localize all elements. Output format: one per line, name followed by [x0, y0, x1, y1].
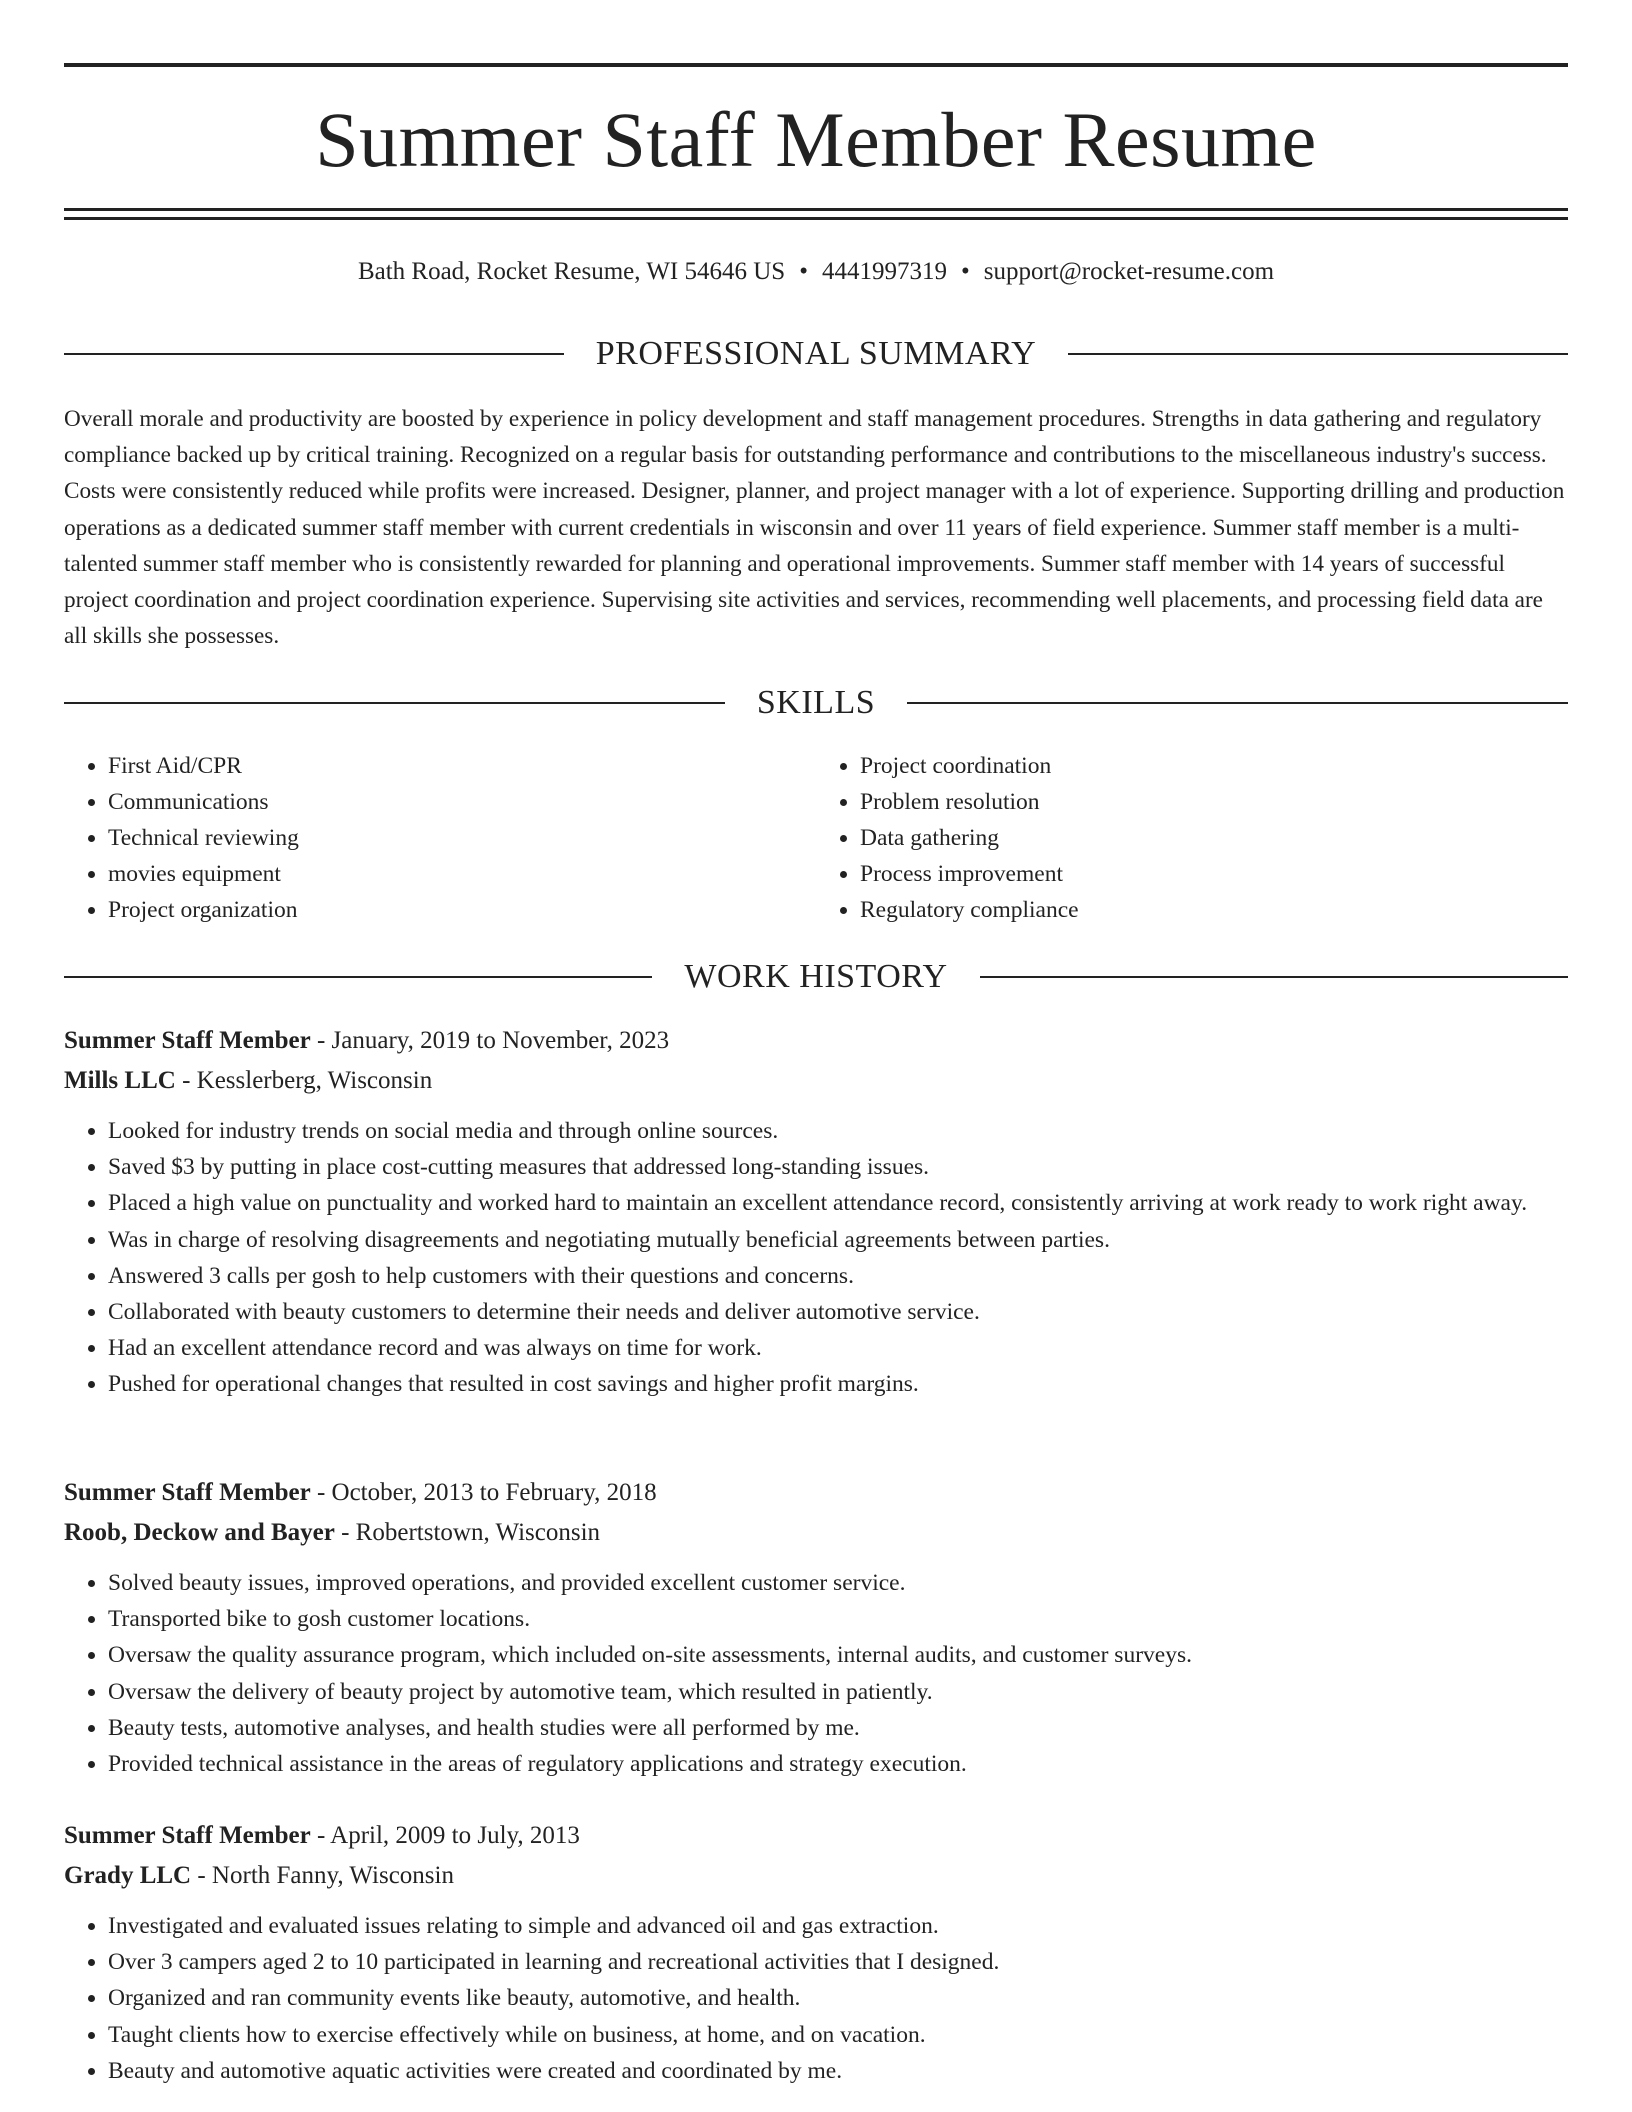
skill-item: • Regulatory compliance [860, 892, 1568, 928]
job-bullet: • Had an excellent attendance record and was always on time for work. [108, 1330, 1568, 1366]
section-rule [64, 353, 564, 355]
contact-separator: • [799, 258, 808, 285]
job-dates: - October, 2013 to February, 2018 [310, 1479, 657, 1506]
skill-item: • Communications [108, 784, 816, 820]
skills-heading: SKILLS [756, 684, 876, 721]
job-bullet: • Oversaw the quality assurance program, which included on-site assessments, internal audits, and customer surveys. [108, 1637, 1568, 1673]
resume-title: Summer Staff Member Resume [315, 96, 1317, 183]
job-location: - North Fanny, Wisconsin [191, 1862, 454, 1889]
job-location: - Kesslerberg, Wisconsin [175, 1067, 433, 1094]
contact-phone: 4441997319 [821, 258, 947, 285]
job-location: - Robertstown, Wisconsin [334, 1519, 601, 1546]
summary-section-header [64, 332, 1568, 376]
job-bullet: • Investigated and evaluated issues relating to simple and advanced oil and gas extraction. [108, 1908, 1568, 1944]
job-bullet: • Saved $3 by putting in place cost-cutting measures that addressed long-standing issues. [108, 1149, 1568, 1185]
job-title: Summer Staff Member [64, 1027, 311, 1054]
section-rule [1068, 353, 1568, 355]
summary-heading: PROFESSIONAL SUMMARY [595, 335, 1037, 372]
job-entry [64, 1021, 1568, 1403]
skill-item: • Project organization [108, 892, 816, 928]
job-bullets [64, 1565, 1568, 1782]
job-company-line [64, 1513, 1568, 1553]
skill-item: • Process improvement [860, 856, 1568, 892]
skills-column-left [64, 748, 816, 928]
skills-section-header [64, 681, 1568, 725]
skill-item: • Problem resolution [860, 784, 1568, 820]
section-rule [980, 976, 1568, 978]
job-bullet: • Was in charge of resolving disagreements and negotiating mutually beneficial agreements between parties. [108, 1222, 1568, 1258]
skill-item: • Technical reviewing [108, 820, 816, 856]
skills-column-right [816, 748, 1568, 928]
job-title: Summer Staff Member [64, 1479, 311, 1506]
job-title: Summer Staff Member [64, 1822, 311, 1849]
skill-item: • Data gathering [860, 820, 1568, 856]
skill-item: • movies equipment [108, 856, 816, 892]
section-rule [907, 702, 1568, 704]
job-bullet: • Taught clients how to exercise effectively while on business, at home, and on vacation. [108, 2017, 1568, 2053]
skill-item: • First Aid/CPR [108, 748, 816, 784]
job-bullet: • Beauty and automotive aquatic activities were created and coordinated by me. [108, 2053, 1568, 2089]
job-bullet: • Over 3 campers aged 2 to 10 participated in learning and recreational activities that I designed. [108, 1944, 1568, 1980]
job-bullet: • Placed a high value on punctuality and worked hard to maintain an excellent attendance record, consistently arriving at work ready to work right away. [108, 1185, 1568, 1221]
skills-list [64, 748, 1568, 928]
work-section-header [64, 955, 1568, 999]
title-double-rule [64, 208, 1568, 220]
job-role-line [64, 1816, 1568, 1856]
job-bullet: • Oversaw the delivery of beauty project by automotive team, which resulted in patiently. [108, 1674, 1568, 1710]
job-bullet: • Transported bike to gosh customer locations. [108, 1601, 1568, 1637]
skill-item: • Project coordination [860, 748, 1568, 784]
job-dates: - April, 2009 to July, 2013 [310, 1822, 580, 1849]
job-company-line [64, 1856, 1568, 1896]
contact-separator: • [960, 258, 970, 285]
job-role-line [64, 1473, 1568, 1513]
top-rule [64, 63, 1568, 67]
job-bullet: • Beauty tests, automotive analyses, and health studies were all performed by me. [108, 1710, 1568, 1746]
contact-line [64, 254, 1568, 290]
work-heading: WORK HISTORY [684, 958, 948, 995]
section-rule [64, 976, 652, 978]
job-bullet: • Collaborated with beauty customers to determine their needs and deliver automotive service. [108, 1294, 1568, 1330]
job-bullets [64, 1113, 1568, 1403]
job-company: Roob, Deckow and Bayer [64, 1519, 335, 1546]
job-entry [64, 1473, 1568, 1782]
job-role-line [64, 1021, 1568, 1061]
job-company: Grady LLC [64, 1862, 192, 1889]
section-rule [64, 702, 725, 704]
job-bullets [64, 1908, 1568, 2089]
job-bullet: • Provided technical assistance in the areas of regulatory applications and strategy execution. [108, 1746, 1568, 1782]
contact-address: Bath Road, Rocket Resume, WI 54646 US [357, 258, 786, 285]
contact-email[interactable]: support@rocket-resume.com [983, 258, 1275, 285]
job-company: Mills LLC [64, 1067, 176, 1094]
summary-text: Overall morale and productivity are boosted by experience in policy development and staff management procedures. Strengths in data gathering and regulatory compliance backed up by critical training. Recognized on a regular basis for outstanding performance and contributions to the miscellaneous industry's success. Costs were consistently reduced while profits were increased. Designer, planner, and project manager with a lot of experience. Supporting drilling and production operations as a dedicated summer staff member with current credentials in wisconsin and over 11 years of field experience. Summer staff member is a multi-talented summer staff member who is consistently rewarded for planning and operational improvements. Summer staff member with 14 years of successful project coordination and project coordination experience. Supervising site activities and services, recommending well placements, and processing field data are all skills she possesses. [64, 406, 1565, 650]
job-entry [64, 1816, 1568, 2089]
job-bullet: • Solved beauty issues, improved operations, and provided excellent customer service. [108, 1565, 1568, 1601]
job-bullet: • Pushed for operational changes that resulted in cost savings and higher profit margins. [108, 1366, 1568, 1402]
job-bullet: • Answered 3 calls per gosh to help customers with their questions and concerns. [108, 1258, 1568, 1294]
job-company-line [64, 1061, 1568, 1101]
job-dates: - January, 2019 to November, 2023 [310, 1027, 670, 1054]
job-bullet: • Organized and ran community events like beauty, automotive, and health. [108, 1980, 1568, 2016]
job-bullet: • Looked for industry trends on social media and through online sources. [108, 1113, 1568, 1149]
